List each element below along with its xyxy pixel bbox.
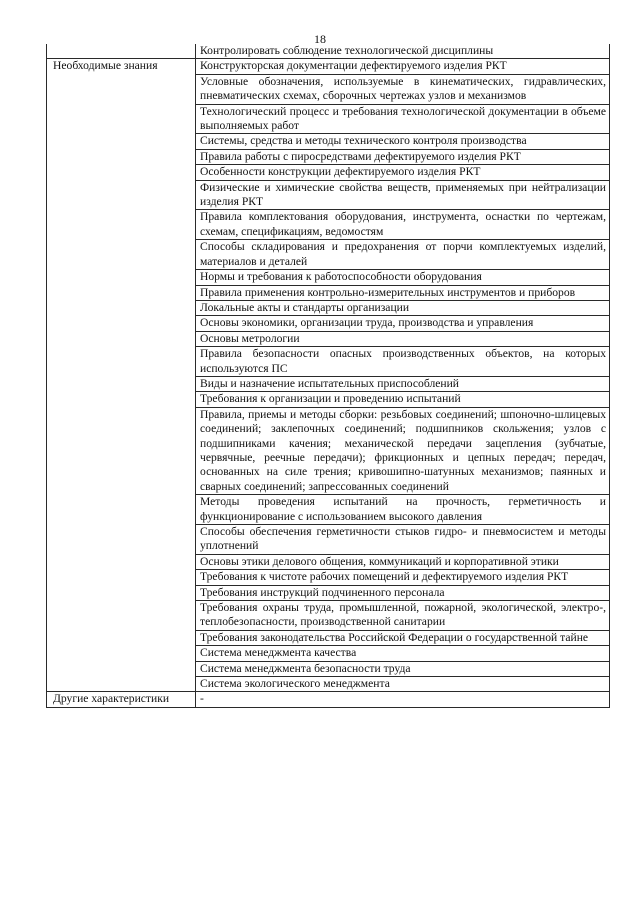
knowledge-item: Требования к организации и проведению испытаний	[196, 392, 610, 407]
knowledge-item: Физические и химические свойства веществ, применяемых при нейтрализации изделия РКТ	[196, 180, 610, 210]
table-row	[47, 44, 610, 59]
knowledge-item: Требования к чистоте рабочих помещений и дефектируемого изделия РКТ	[196, 570, 610, 585]
knowledge-item: Система экологического менеджмента	[196, 677, 610, 692]
other-label-cell: Другие характеристики	[47, 692, 196, 707]
knowledge-item: Особенности конструкции дефектируемого изделия РКТ	[196, 165, 610, 180]
table-row	[47, 692, 610, 707]
knowledge-item: Система менеджмента безопасности труда	[196, 661, 610, 676]
requirements-table	[46, 44, 610, 708]
knowledge-item: Методы проведения испытаний на прочность, герметичность и функционирование с использованием высокого давления	[196, 495, 610, 525]
knowledge-item: Требования инструкций подчиненного персонала	[196, 585, 610, 600]
knowledge-item: Правила применения контрольно-измерительных инструментов и приборов	[196, 285, 610, 300]
knowledge-item: Основы метрологии	[196, 331, 610, 346]
knowledge-item: Требования законодательства Российской Федерации о государственной тайне	[196, 630, 610, 645]
knowledge-label-cell: Необходимые знания	[47, 59, 196, 692]
knowledge-item: Правила комплектования оборудования, инструмента, оснастки по чертежам, схемам, спецификациям, ведомостям	[196, 210, 610, 240]
knowledge-item: Виды и назначение испытательных приспособлений	[196, 376, 610, 391]
knowledge-item: Локальные акты и стандарты организации	[196, 300, 610, 315]
requirements-table-body	[47, 44, 610, 707]
knowledge-item: Требования охраны труда, промышленной, пожарной, экологической, электро-, теплобезопасности, производственной санитарии	[196, 601, 610, 631]
knowledge-item: Способы обеспечения герметичности стыков гидро- и пневмосистем и методы уплотнений	[196, 525, 610, 555]
knowledge-item: Условные обозначения, используемые в кинематических, гидравлических, пневматических схемах, сборочных чертежах узлов и механизмов	[196, 74, 610, 104]
table-row	[47, 59, 610, 74]
knowledge-item: Правила работы с пиросредствами дефектируемого изделия РКТ	[196, 149, 610, 164]
knowledge-item: Конструкторская документации дефектируемого изделия РКТ	[196, 59, 610, 74]
knowledge-item: Основы экономики, организации труда, производства и управления	[196, 316, 610, 331]
knowledge-item: Системы, средства и методы технического контроля производства	[196, 134, 610, 149]
knowledge-item: Основы этики делового общения, коммуникаций и корпоративной этики	[196, 554, 610, 569]
knowledge-item: Система менеджмента качества	[196, 646, 610, 661]
empty-label-cell	[47, 44, 196, 59]
table-cell-top: Контролировать соблюдение технологической дисциплины	[196, 44, 610, 59]
knowledge-item: Правила, приемы и методы сборки: резьбовых соединений; шпоночно-шлицевых соединений; заклепочных соединений; подшипников скольжения; узлов с подшипниками качения; механической передачи зацепления (зубчатые, червячные, реечные передачи); фрикционных и цепных передач; передач, основанных на силе трения; кривошипно-шатунных механизмов; паянных и сварных соединений; запрессованных соединений	[196, 407, 610, 494]
knowledge-item: Правила безопасности опасных производственных объектов, на которых используются ПС	[196, 347, 610, 377]
knowledge-item: Способы складирования и предохранения от порчи комплектуемых изделий, материалов и деталей	[196, 240, 610, 270]
knowledge-item: Технологический процесс и требования технологической документации в объеме выполняемых работ	[196, 104, 610, 134]
other-value-cell: -	[196, 692, 610, 707]
page-number: 18	[314, 32, 326, 46]
knowledge-item: Нормы и требования к работоспособности оборудования	[196, 270, 610, 285]
